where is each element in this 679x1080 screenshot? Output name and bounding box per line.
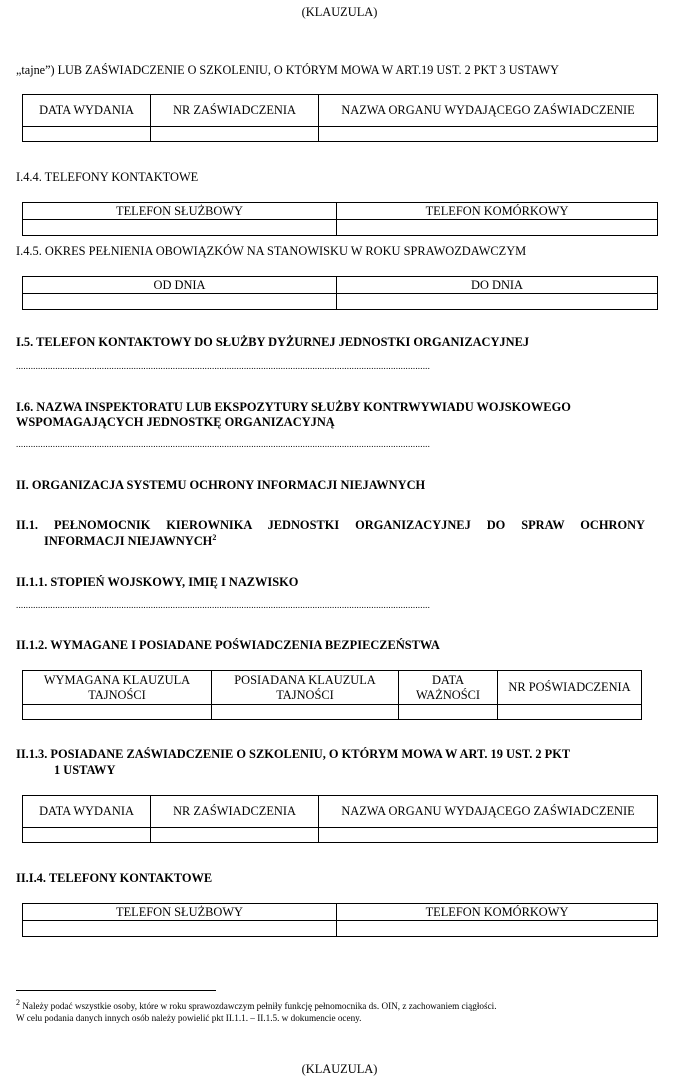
col-nazwa-organu: NAZWA ORGANU WYDAJĄCEGO ZAŚWIADCZENIE [319,796,658,828]
col-telefon-komorkowy: TELEFON KOMÓRKOWY [337,904,658,921]
heading-i6-line1: I.6. NAZWA INSPEKTORATU LUB EKSPOZYTURY SŁUŻBY KONTRWYWIADU WOJSKOWEGO [16,400,571,414]
col-posiadana-klauzula: POSIADANA KLAUZULA TAJNOŚCI [212,671,399,705]
footnote-line-2: W celu podania danych innych osób należy powielić pkt II.1.1. – II.1.5. w dokumencie oceny. [16,1013,362,1023]
cell-telefon-sluzbowy[interactable] [23,220,337,236]
dotted-fill-line[interactable]: ......................................................................................................................................................................... [16,600,431,610]
cell-telefon-sluzbowy[interactable] [23,921,337,937]
duty-period-table [22,276,658,310]
heading-ii1-line2: INFORMACJI NIEJAWNYCH$^2$ [44,533,217,549]
dotted-fill-line[interactable]: ......................................................................................................................................................................... [16,439,431,449]
cell-do-dnia[interactable] [337,294,658,310]
cell-data-wydania[interactable] [23,127,151,142]
heading-ii11: II.1.1. STOPIEŃ WOJSKOWY, IMIĘ I NAZWISKO [16,575,299,589]
training-certificate-table-2 [22,795,658,843]
col-nr-zaswiadczenia: NR ZAŚWIADCZENIA [151,796,319,828]
col-od-dnia: OD DNIA [23,277,337,294]
cell-od-dnia[interactable] [23,294,337,310]
heading-ii1-line1: II.1. PEŁNOMOCNIK KIEROWNIKA JEDNOSTKI ORGANIZACYJNEJ DO SPRAW OCHRONY [16,518,645,532]
contact-phones-table-2 [22,903,658,937]
cell-telefon-komorkowy[interactable] [337,220,658,236]
col-data-wydania: DATA WYDANIA [23,95,151,127]
col-telefon-komorkowy: TELEFON KOMÓRKOWY [337,203,658,220]
footer-klauzula: (KLAUZULA) [301,1062,378,1076]
cell-wymagana-klauzula[interactable] [23,705,212,720]
footnote-separator [16,990,216,991]
cell-nr-zaswiadczenia[interactable] [151,828,319,843]
footnote-line-1: $^2$ Należy podać wszystkie osoby, które w roku sprawozdawczym pełniły funkcję pełnomocnika ds. OIN, z zachowaniem ciągłości. [16,998,497,1012]
cell-nr-poswiadczenia[interactable] [498,705,642,720]
col-nr-poswiadczenia: NR POŚWIADCZENIA [498,671,642,705]
heading-ii: II. ORGANIZACJA SYSTEMU OCHRONY INFORMACJI NIEJAWNYCH [16,478,426,492]
cell-data-wydania[interactable] [23,828,151,843]
heading-i44: I.4.4. TELEFONY KONTAKTOWE [16,170,199,184]
cell-telefon-komorkowy[interactable] [337,921,658,937]
footnote-marker: 2 [16,998,20,1007]
footnote-ref: 2 [212,533,217,542]
cell-posiadana-klauzula[interactable] [212,705,399,720]
heading-ii12: II.1.2. WYMAGANE I POSIADANE POŚWIADCZENIA BEZPIECZEŃSTWA [16,638,440,652]
heading-ii13-line2: 1 USTAWY [54,763,116,777]
contact-phones-table-1 [22,202,658,236]
header-klauzula: (KLAUZULA) [301,5,378,19]
col-data-waznosci: DATA WAŻNOŚCI [399,671,498,705]
intro-line: „tajne”) LUB ZAŚWIADCZENIE O SZKOLENIU, O KTÓRYM MOWA W ART.19 UST. 2 PKT 3 USTAWY [16,63,559,77]
col-do-dnia: DO DNIA [337,277,658,294]
training-certificate-table-1 [22,94,658,142]
heading-ii13-line1: II.1.3. POSIADANE ZAŚWIADCZENIE O SZKOLENIU, O KTÓRYM MOWA W ART. 19 UST. 2 PKT [16,747,571,761]
heading-i6-line2: WSPOMAGAJĄCYCH JEDNOSTKĘ ORGANIZACYJNĄ [16,415,335,429]
dotted-fill-line[interactable]: ......................................................................................................................................................................... [16,361,431,371]
heading-ii14: II.I.4. TELEFONY KONTAKTOWE [16,871,213,885]
heading-i5: I.5. TELEFON KONTAKTOWY DO SŁUŻBY DYŻURNEJ JEDNOSTKI ORGANIZACYJNEJ [16,335,530,349]
col-wymagana-klauzula: WYMAGANA KLAUZULA TAJNOŚCI [23,671,212,705]
cell-nr-zaswiadczenia[interactable] [151,127,319,142]
security-clearance-table [22,670,642,720]
heading-i45: I.4.5. OKRES PEŁNIENIA OBOWIĄZKÓW NA STANOWISKU W ROKU SPRAWOZDAWCZYM [16,244,527,258]
cell-nazwa-organu[interactable] [319,828,658,843]
col-nazwa-organu: NAZWA ORGANU WYDAJĄCEGO ZAŚWIADCZENIE [319,95,658,127]
col-nr-zaswiadczenia: NR ZAŚWIADCZENIA [151,95,319,127]
cell-data-waznosci[interactable] [399,705,498,720]
col-telefon-sluzbowy: TELEFON SŁUŻBOWY [23,904,337,921]
cell-nazwa-organu[interactable] [319,127,658,142]
col-telefon-sluzbowy: TELEFON SŁUŻBOWY [23,203,337,220]
col-data-wydania: DATA WYDANIA [23,796,151,828]
